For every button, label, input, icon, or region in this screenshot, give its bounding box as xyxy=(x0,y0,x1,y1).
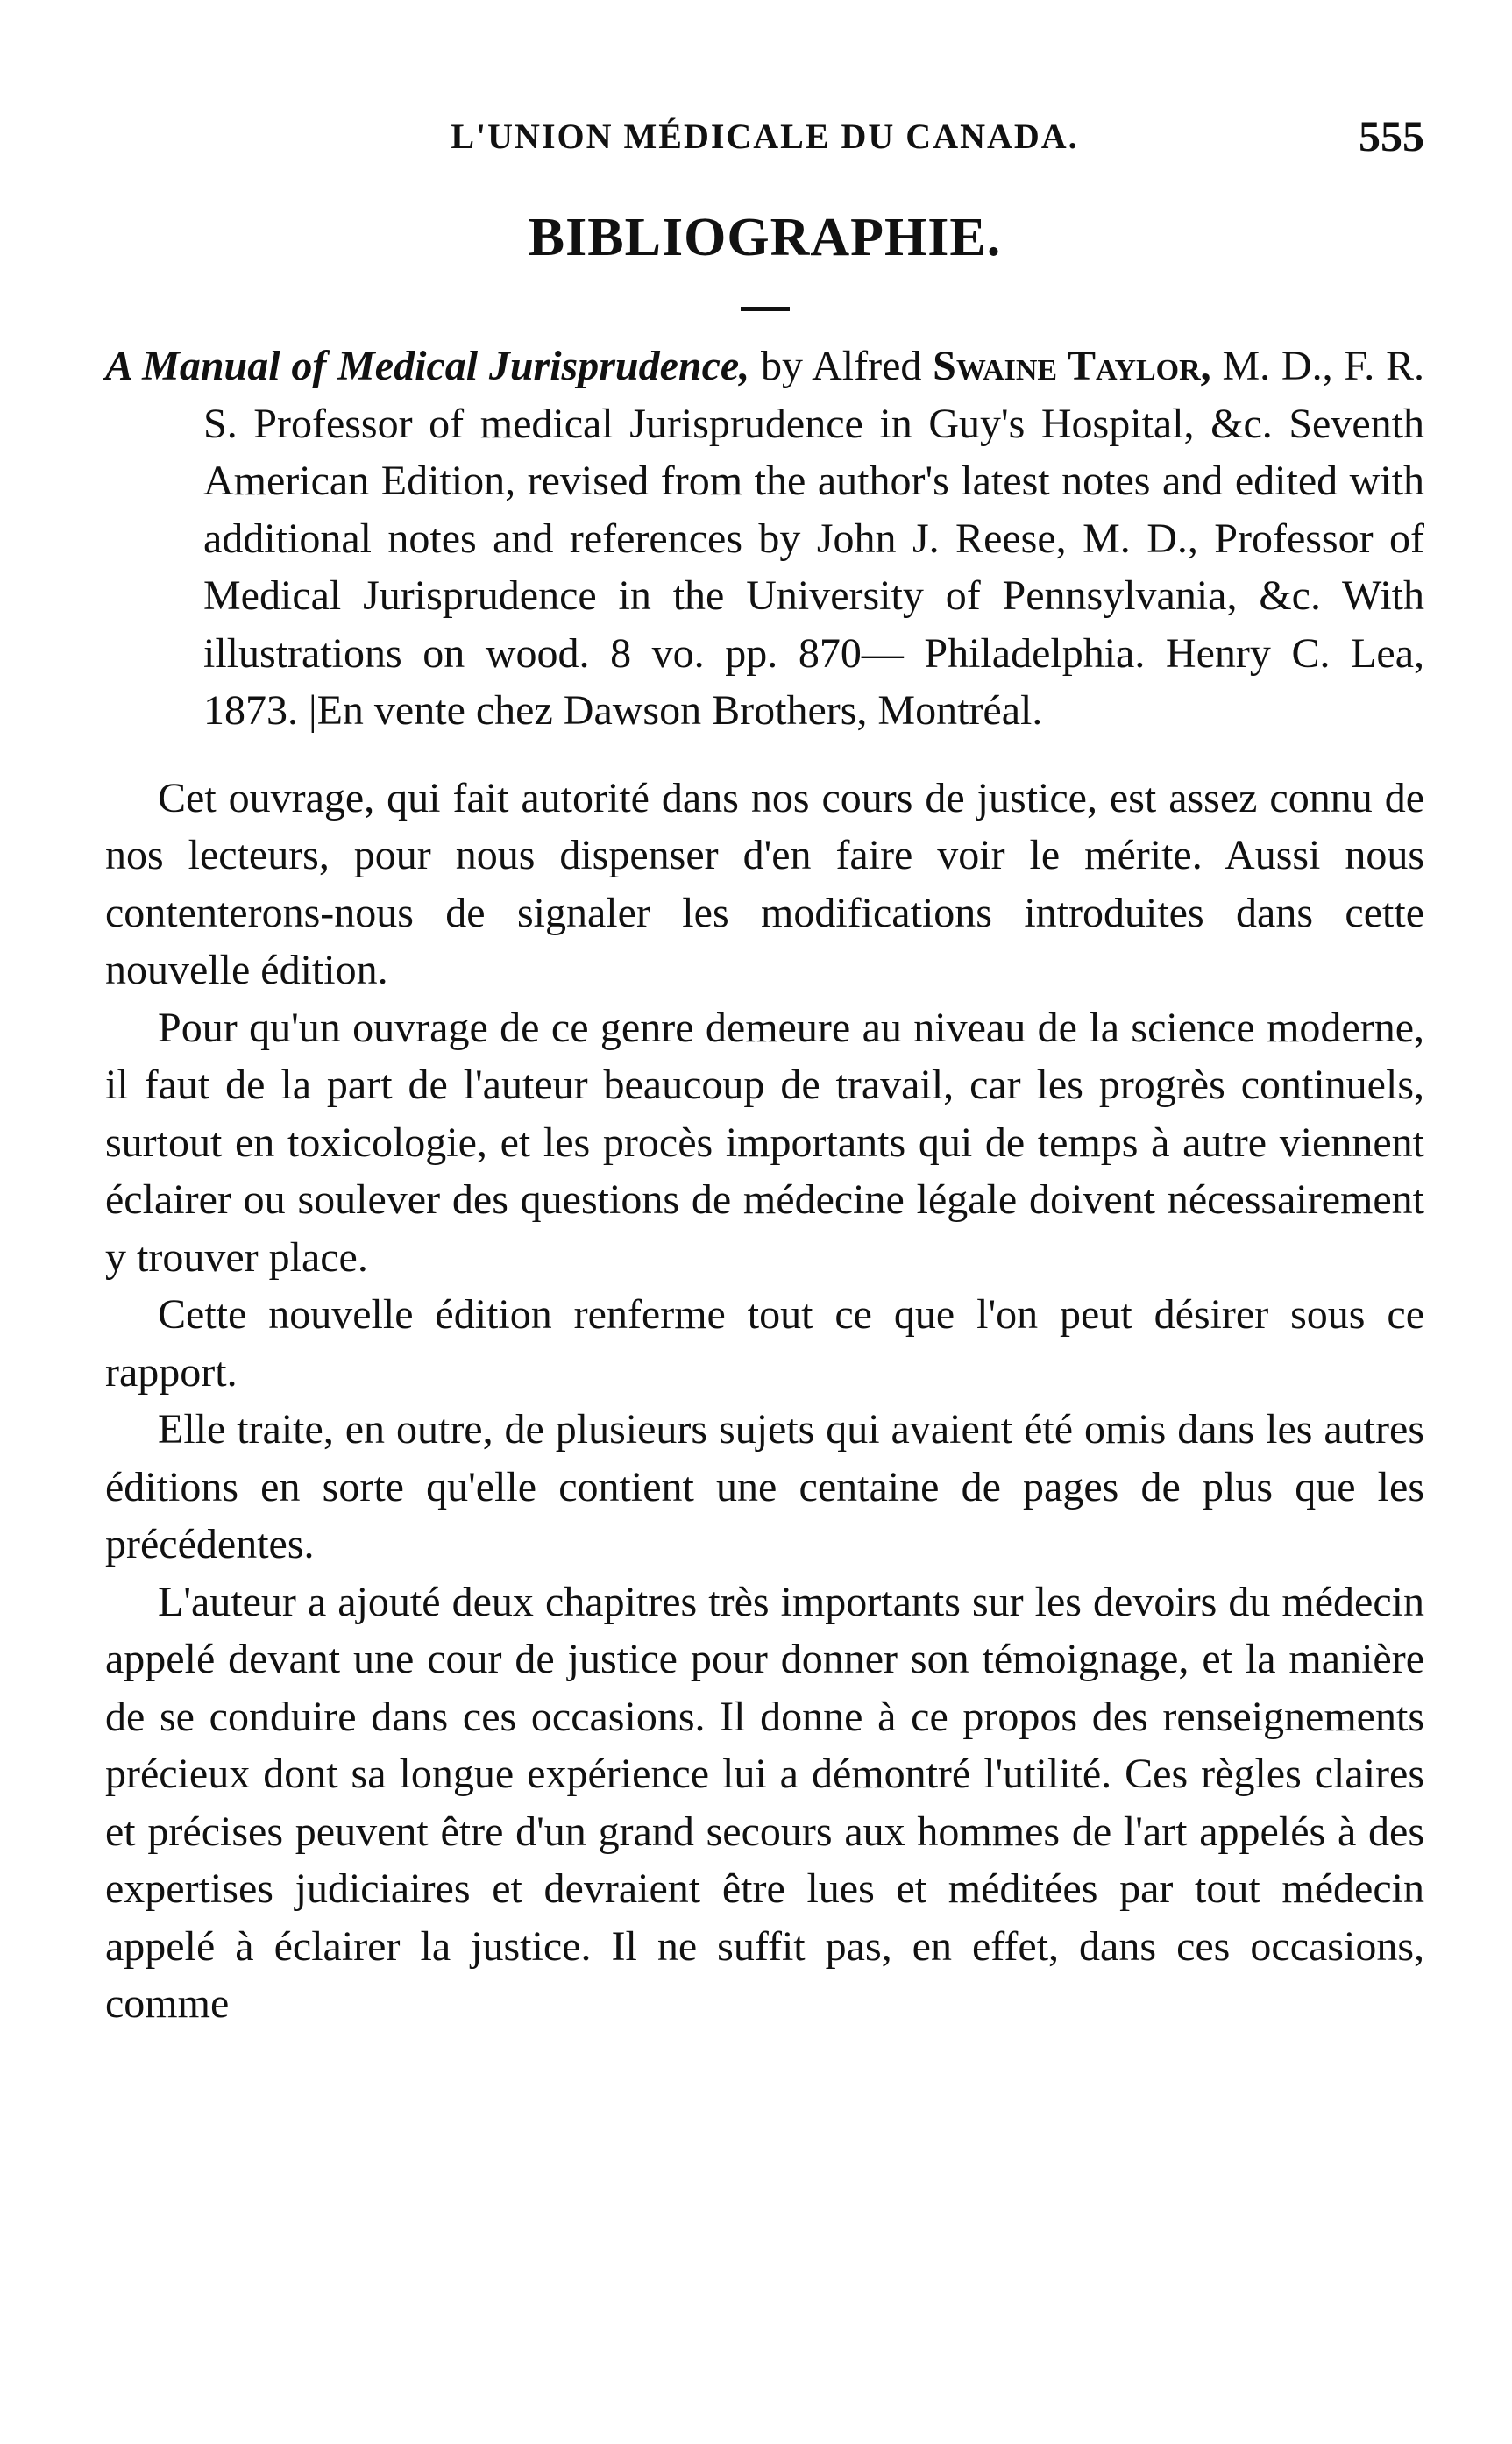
citation-by: by Alfred xyxy=(749,343,933,389)
paragraph-2: Pour qu'un ouvrage de ce genre demeure au niveau de la science moderne, il faut de la part de l'auteur beaucoup de travail, car les progrès continuels, surtout en toxicologie, et les procès importants qui de temps à autre viennent éclairer ou soulever des questions de médecine légale doivent nécessairement y trouver place. xyxy=(105,1004,1424,1281)
paragraph-3: Cette nouvelle édition renferme tout ce que l'on peut désirer sous ce rapport. xyxy=(105,1291,1424,1396)
paragraph-4: Elle traite, en outre, de plusieurs sujets qui avaient été omis dans les autres éditions en sorte qu'elle contient une centaine de pages de plus que les précédentes. xyxy=(105,1406,1424,1567)
citation-details: M. D., F. R. S. Professor of medical Jurisprudence in Guy's Hospital, &c. Seventh American Edition, revised from the author's latest notes and edited with additional notes and references by John J. Reese, M. D., Professor of Medical Jurisprudence in the University of Pennsylvania, &c. With illustrations on wood. 8 vo. pp. 870— Philadelphia. Henry C. Lea, 1873. |En vente chez Dawson Brothers, Montréal. xyxy=(203,343,1424,734)
title-rule xyxy=(741,307,790,311)
page-number: 555 xyxy=(1359,111,1424,160)
running-header xyxy=(105,88,1424,158)
bibliographic-citation xyxy=(105,337,1424,740)
paragraph-5: L'auteur a ajouté deux chapitres très importants sur les devoirs du médecin appelé devant une cour de justice pour donner son témoignage, et la manière de se conduire dans ces occasions. Il donne à ce propos des renseignements précieux dont sa longue expérience lui a démontré l'utilité. Ces règles claires et précises peuvent être d'un grand secours aux hommes de l'art appelés à des expertises judiciaires et devraient être lues et méditées par tout médecin appelé à éclairer la justice. Il ne suffit pas, en effet, dans ces occasions, comme xyxy=(105,1578,1424,2027)
citation-book-title: A Manual of Medical Jurisprudence, xyxy=(105,343,750,389)
citation-author: Swaine Taylor, xyxy=(933,343,1211,389)
running-title: L'UNION MÉDICALE DU CANADA. xyxy=(451,117,1079,156)
section-title: BIBLIOGRAPHIE. xyxy=(528,208,1002,267)
paragraph-1: Cet ouvrage, qui fait autorité dans nos cours de justice, est assez connu de nos lecteurs, pour nous dispenser d'en faire voir le mérite. Aussi nous contenterons-nous de signaler les modifications introduites dans cette nouvelle édition. xyxy=(105,774,1424,993)
journal-page xyxy=(105,88,1424,2033)
